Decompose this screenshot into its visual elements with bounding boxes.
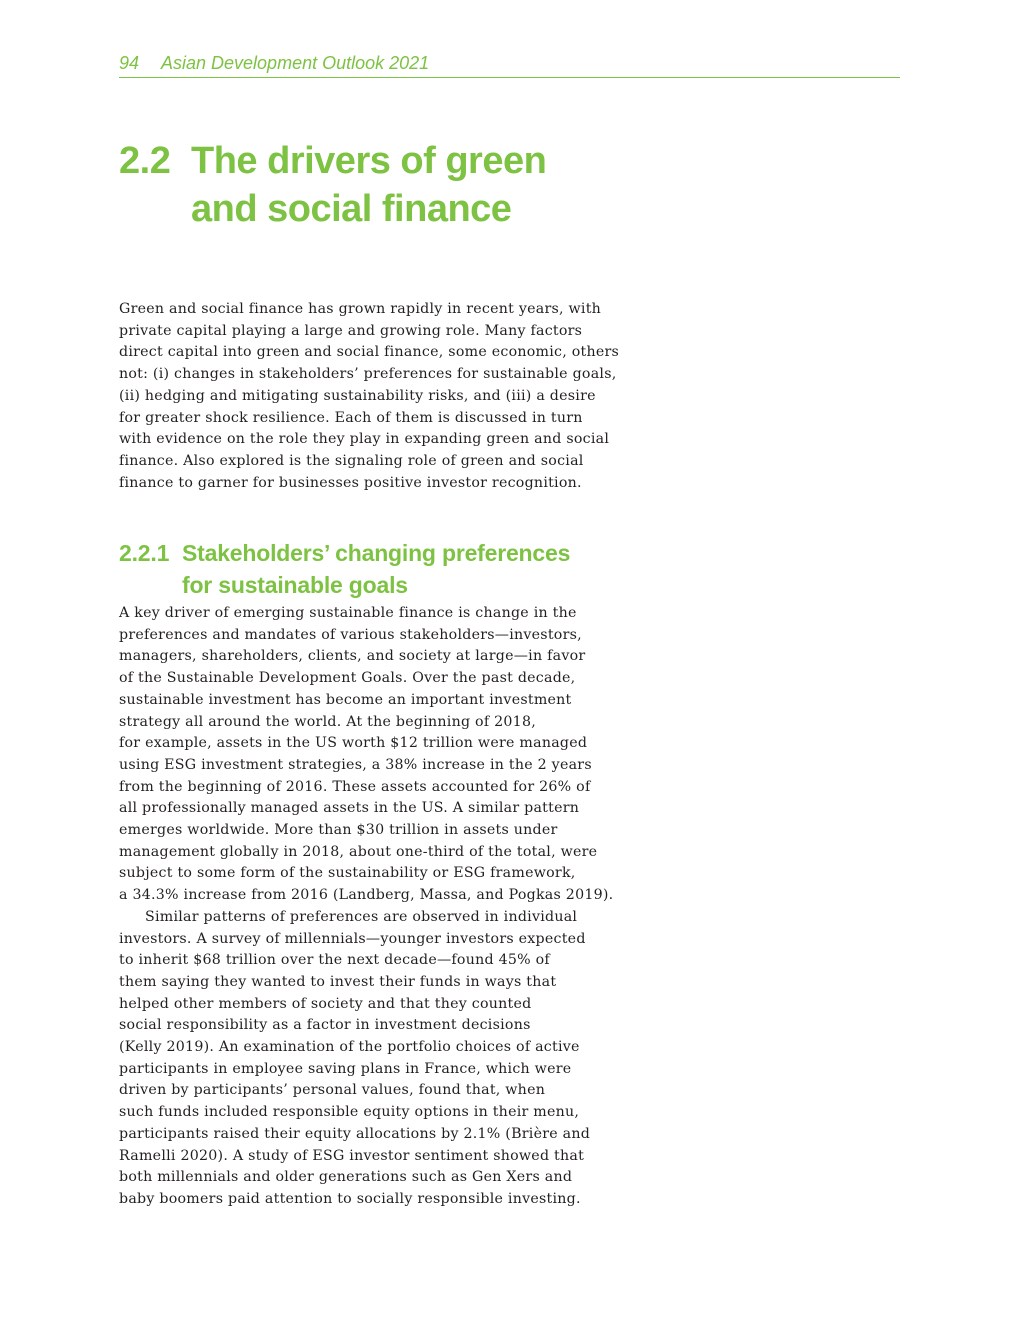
body-paragraph-1: [119, 603, 619, 907]
body-paragraph-2: [119, 907, 619, 1211]
text-line: finance to garner for businesses positive investor recognition.: [119, 474, 582, 491]
text-line: preferences and mandates of various stakeholders—investors,: [119, 626, 582, 643]
text-line: (ii) hedging and mitigating sustainability risks, and (iii) a desire: [119, 387, 596, 404]
section-body: [119, 603, 619, 1211]
chapter-title-line: The drivers of green: [191, 140, 547, 182]
text-line: Ramelli 2020). A study of ESG investor sentiment showed that: [119, 1147, 585, 1164]
text-line: A key driver of emerging sustainable finance is change in the: [119, 605, 577, 621]
chapter-number: 2.2: [119, 140, 171, 182]
text-line: Green and social finance has grown rapidly in recent years, with: [119, 301, 602, 317]
section-title-line: for sustainable goals: [182, 572, 408, 598]
text-line: sustainable investment has become an important investment: [119, 691, 572, 708]
text-line: social responsibility as a factor in investment decisions: [119, 1017, 531, 1034]
page-number: 94: [119, 53, 140, 73]
text-line: for example, assets in the US worth $12 trillion were managed: [119, 735, 588, 752]
text-line: Similar patterns of preferences are observed in individual: [145, 908, 578, 925]
section-number: 2.2.1: [119, 540, 170, 566]
running-head: [119, 51, 900, 78]
text-line: driven by participants’ personal values, found that, when: [119, 1082, 546, 1099]
text-line: with evidence on the role they play in expanding green and social: [119, 431, 610, 448]
text-line: such funds included responsible equity options in their menu,: [119, 1104, 580, 1121]
text-line: of the Sustainable Development Goals. Over the past decade,: [119, 670, 576, 687]
text-line: emerges worldwide. More than $30 trillion in assets under: [119, 822, 558, 839]
text-line: private capital playing a large and growing role. Many factors: [119, 322, 583, 339]
section-title: [119, 537, 570, 601]
text-line: all professionally managed assets in the US. A similar pattern: [119, 800, 580, 817]
text-line: management globally in 2018, about one-third of the total, were: [119, 843, 598, 860]
text-line: baby boomers paid attention to socially responsible investing.: [119, 1190, 581, 1207]
chapter-title: [119, 137, 546, 233]
text-line: to inherit $68 trillion over the next decade—found 45% of: [119, 952, 550, 969]
text-line: direct capital into green and social finance, some economic, others: [119, 344, 620, 361]
text-line: using ESG investment strategies, a 38% increase in the 2 years: [119, 756, 592, 773]
text-line: a 34.3% increase from 2016 (Landberg, Massa, and Pogkas 2019).: [119, 887, 614, 904]
text-line: (Kelly 2019). An examination of the portfolio choices of active: [119, 1039, 580, 1056]
text-line: from the beginning of 2016. These assets accounted for 26% of: [119, 778, 591, 795]
text-line: helped other members of society and that they counted: [119, 995, 532, 1012]
text-line: not: (i) changes in stakeholders’ preferences for sustainable goals,: [119, 366, 617, 383]
text-line: participants in employee saving plans in France, which were: [119, 1060, 572, 1077]
publication-title: Asian Development Outlook 2021: [161, 53, 430, 73]
text-line: participants raised their equity allocations by 2.1% (Brière and: [119, 1125, 591, 1142]
text-line: for greater shock resilience. Each of them is discussed in turn: [119, 409, 583, 426]
intro-paragraph: [119, 299, 619, 494]
section-title-line: Stakeholders’ changing preferences: [182, 540, 571, 566]
text-line: finance. Also explored is the signaling role of green and social: [119, 452, 584, 469]
text-line: them saying they wanted to invest their funds in ways that: [119, 973, 557, 990]
text-line: investors. A survey of millennials—younger investors expected: [119, 930, 586, 947]
text-line: subject to some form of the sustainability or ESG framework,: [119, 865, 576, 882]
text-line: managers, shareholders, clients, and society at large—in favor: [119, 648, 586, 665]
text-line: strategy all around the world. At the beginning of 2018,: [119, 713, 536, 730]
text-line: both millennials and older generations such as Gen Xers and: [119, 1169, 573, 1186]
chapter-title-line: and social finance: [191, 188, 512, 230]
